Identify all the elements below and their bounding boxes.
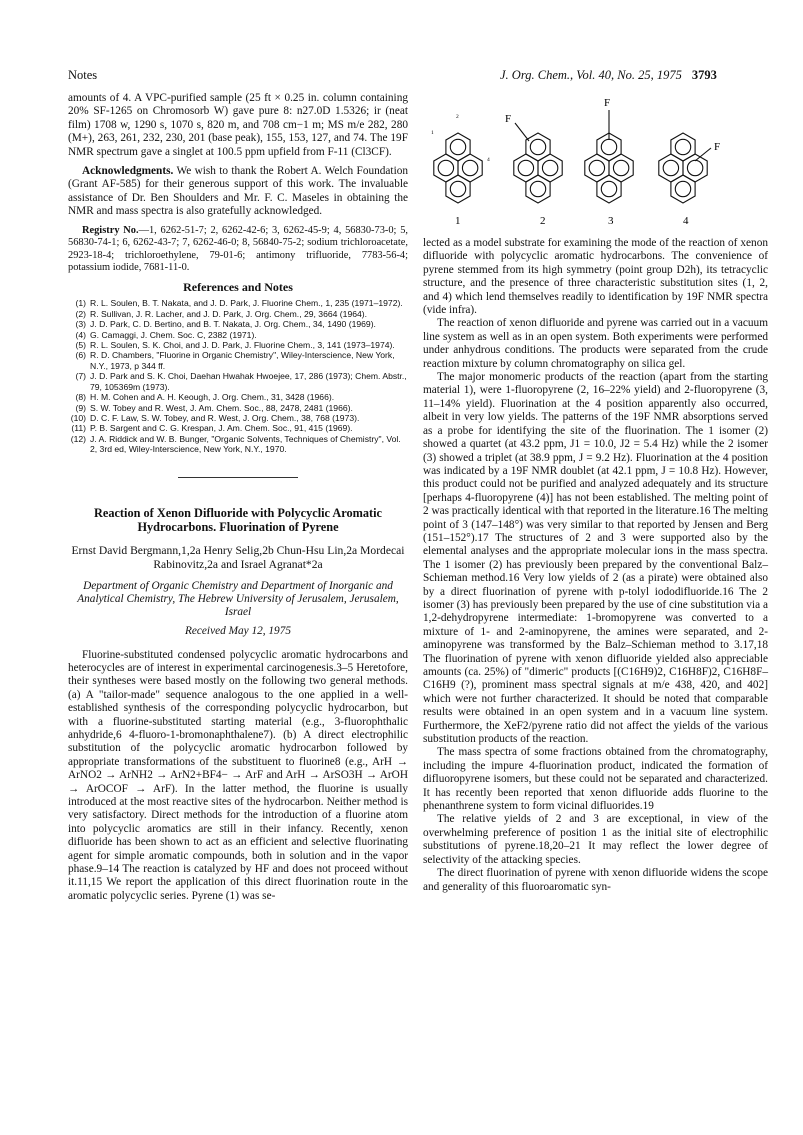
reference-item — [68, 319, 408, 329]
reference-item — [68, 298, 408, 308]
aromatic-circle — [438, 160, 453, 175]
compound-label: 2 — [540, 215, 546, 227]
reference-item — [68, 413, 408, 423]
aromatic-circle — [450, 181, 465, 196]
benzene-ring — [671, 175, 695, 203]
aromatic-circle — [613, 160, 628, 175]
benzene-ring — [526, 133, 550, 161]
references-list — [68, 298, 408, 454]
benzene-ring — [526, 175, 550, 203]
reference-item — [68, 309, 408, 319]
aromatic-circle — [675, 139, 690, 154]
right-column — [423, 237, 768, 894]
ack-text: We wish to thank the Robert A. Welch Foundation (Grant AF-585) for their generous support of this work. The invaluable assistance of Dr. Ben Shoulders and Mr. F. C. Maseles in obtaining the NMR and mass spectra is also gratefully acknowledged. — [68, 165, 408, 218]
reference-item — [68, 350, 408, 371]
reference-number: (11) — [71, 423, 86, 434]
reference-number: (12) — [70, 433, 86, 444]
fluorine-label: F — [505, 113, 512, 125]
fluorine-bond — [515, 123, 529, 141]
position-label: 1 — [431, 130, 434, 136]
reference-text: R. L. Soulen, S. K. Choi, and J. D. Park, J. Fluorine Chem., 3, 141 (1973–1974). — [90, 340, 395, 351]
aromatic-circle — [450, 139, 465, 154]
page-number: 3793 — [691, 68, 717, 82]
reference-text: R. L. Soulen, B. T. Nakata, and J. D. Park, J. Fluorine Chem., 1, 235 (1971–1972). — [90, 298, 403, 309]
running-header-right — [500, 68, 717, 83]
reference-number: (7) — [75, 371, 86, 382]
acknowledgments — [68, 165, 408, 219]
benzene-ring — [659, 154, 683, 182]
benzene-ring — [446, 175, 470, 203]
ack-heading: Acknowledgments. — [82, 165, 174, 178]
benzene-ring — [597, 175, 621, 203]
aromatic-circle — [687, 160, 702, 175]
paragraph: The mass spectra of some fractions obtained from the chromatography, including the impure 4-fluorination product, indicated the formation of difluoropyrene isomers, but these could not be separated and characterized. It has recently been reported that xenon difluoride adds fluorine to the phenanthrene system to form vicinal difluorides.19 — [423, 746, 768, 813]
aromatic-circle — [542, 160, 557, 175]
section-divider — [178, 477, 298, 478]
reference-item — [68, 434, 408, 455]
affiliation: Department of Organic Chemistry and Department of Inorganic and Analytical Chemistry, The Hebrew University of Jerusalem, Jerusalem, Israel — [77, 579, 399, 618]
paragraph: The reaction of xenon difluoride and pyrene was carried out in a vacuum line system as well as in an open system. Both experiments were performed under anhydrous conditions. The products were separated from the crude reaction mixture by column chromatography on silica gel. — [423, 317, 768, 370]
pyrene-structures-figure — [423, 96, 768, 231]
position-label: 4 — [487, 157, 490, 163]
article-title: Reaction of Xenon Difluoride with Polycyclic Aromatic Hydrocarbons. Fluorination of Pyrene — [93, 505, 383, 534]
reference-item — [68, 403, 408, 413]
registry-heading: Registry No. — [82, 224, 139, 236]
reference-number: (8) — [75, 392, 86, 403]
registry-numbers — [68, 225, 408, 275]
reference-number: (6) — [75, 350, 86, 361]
fluorine-label: F — [714, 141, 721, 153]
reference-item — [68, 340, 408, 350]
reference-text: J. D. Park, C. D. Bertino, and B. T. Nakata, J. Org. Chem., 34, 1490 (1969). — [90, 319, 376, 330]
reference-text: R. D. Chambers, "Fluorine in Organic Chemistry", Wiley-Interscience, New York, N.Y., 1973, p 344 ff. — [90, 350, 395, 371]
compound-label: 1 — [455, 215, 461, 227]
benzene-ring — [609, 154, 633, 182]
aromatic-circle — [601, 139, 616, 154]
aromatic-circle — [675, 181, 690, 196]
reference-number: (10) — [70, 412, 86, 423]
reference-text: R. Sullivan, J. R. Lacher, and J. D. Park, J. Org. Chem., 29, 3664 (1964). — [90, 308, 368, 319]
reference-text: D. C. F. Law, S. W. Tobey, and R. West, J. Org. Chem., 38, 768 (1973). — [90, 412, 360, 423]
registry-text: —1, 6262-51-7; 2, 6262-42-6; 3, 6262-45-9; 4, 56830-73-0; 5, 56830-74-1; 6, 6262-43-7; 7, 6262-46-0; 8, 56840-75-2; sodium trichloroacetate, 2923-18-4; trichloroethylene, 79-01-6; antimony trifluoride, 7783-56-4; potassium iodide, 7681-11-0. — [68, 224, 408, 274]
reference-item — [68, 330, 408, 340]
running-header-left: Notes — [68, 68, 98, 82]
benzene-ring — [434, 154, 458, 182]
reference-text: P. B. Sargent and C. G. Krespan, J. Am. Chem. Soc., 91, 415 (1969). — [90, 423, 353, 434]
aromatic-circle — [462, 160, 477, 175]
benzene-ring — [683, 154, 707, 182]
reference-number: (1) — [75, 298, 86, 309]
benzene-ring — [671, 133, 695, 161]
reference-text: J. D. Park and S. K. Choi, Daehan Hwahak Hwoejee, 17, 286 (1973); Chem. Abstr., 79, 105369m (1973). — [90, 371, 407, 392]
benzene-ring — [514, 154, 538, 182]
paragraph: The direct fluorination of pyrene with xenon difluoride widens the scope and generality of this fluoroaromatic syn- — [423, 867, 768, 893]
paragraph: The major monomeric products of the reaction (apart from the starting material 1), were 1-fluoropyrene (2, 16–22% yield) and 2-fluoropyrene (3, 11–14% yield). Fluorination at the 4 position apparently also occurred, albeit in very low yields. The patterns of the 19F NMR absorptions served as a probe for identifying the site of the fluorination. The 1 isomer (2) showed a quartet (at 43.2 ppm, J1 = 10.0, J2 = 5.4 Hz) while the 2 isomer (3) showed a triplet (at 38.9 ppm, J = 9.2 Hz). Fluorination at the 4 position was indicated by a 19F NMR doublet (at 42.1 ppm, J = 10.8 Hz). However, this product could not be purified and analyzed adequately and its structure [perhaps 4-fluoropyrene (4)] has not been established. The melting point of 2 was practically identical with that reported in the literature.16 The melting point of 3 (147–148°) was very similar to that reported by Jensen and Berg (151–152°).17 The structures of 2 and 3 were supported also by the elemental analyses and the appropriate molecular ions in the mass spectra. The 1 isomer (2) has previously been prepared by the conventional Balz–Schieman method.16 Very low yields of 2 (as a pirate) were obtained also by a direct fluorination of pyrene with p-tolyl iododifluoride.16 The 2 isomer (3) has previously been prepared by the use of cine substitution via a 1,2-dehydropyrene intermediate: 1-bromopyrene was converted to a mixture of 1- and 2-aminopyrene, the amines were separated, and 2-aminopyrene was transformed by the Balz–Schieman method to 3.17,18 The fluorination of pyrene with xenon difluoride yielded also appreciable amounts (ca. 25%) of "dimeric" products [(C16H9)2, C16H8F)2, C16H8F–C16H9 (?), prominent mass spectral signals at m/e 438, 420, and 402] which were not further characterized. It should be noted that comparable results were obtained in an open system and in a vacuum line system. Furthermore, the XeF2/pyrene ratio did not affect the yields of the various substitution products of the reaction. — [423, 371, 768, 746]
reference-item — [68, 371, 408, 392]
benzene-ring — [446, 133, 470, 161]
position-label: 2 — [456, 114, 459, 120]
aromatic-circle — [530, 139, 545, 154]
author-list: Ernst David Bergmann,1,2a Henry Selig,2b Chun-Hsu Lin,2a Mordecai Rabinovitz,2a and Israel Agranat*2a — [71, 544, 405, 571]
paragraph: Fluorine-substituted condensed polycyclic aromatic hydrocarbons and heterocycles are of interest in experimental carcinogenesis.3–5 Heretofore, their syntheses were based mostly on the following two general methods. (a) A "tailor-made" sequence analogous to the one applied in a well-established synthesis of the corresponding polycyclic hydrocarbon, but with a fluorine-substituted starting material (e.g., 3-fluorophthalic anhydride,6 4-fluoro-1-bromonaphthalene7). (b) A direct electrophilic substitution of the polycyclic aromatic hydrocarbon followed by appropriate transformations of the substituent to fluorine8 (e.g., ArH → ArNO2 → ArNH2 → ArN2+BF4− → ArF and ArH → ArSO3H → ArOH → ArOCOF → ArF). In the latter method, the fluorine is usually introduced at the most reactive sites of the hydrocarbon. Neither method is very satisfactory. Direct methods for the introduction of a fluorine atom into polycyclic aromatics are still in their infancy. Recently, xenon difluoride has been shown to act as an efficient and selective fluorinating agent for simple aromatic compounds, both in solution and in the vapor phase.9–14 The reaction is catalyzed by HF and does not proceed without it.11,15 We report the application of this direct fluorination route in the aromatic polycyclic series. Pyrene (1) was se- — [68, 648, 408, 902]
compound-label: 3 — [608, 215, 614, 227]
reference-text: H. M. Cohen and A. H. Keough, J. Org. Chem., 31, 3428 (1966). — [90, 392, 335, 403]
reference-number: (3) — [75, 319, 86, 330]
paragraph: lected as a model substrate for examining the mode of the reaction of xenon difluoride with polycyclic aromatic hydrocarbons. The convenience of pyrene stemmed from its high symmetry (point group D2h), its tetracyclic structure, and the presence of three characteristic substitution sites (1, 2, and 4) which lend themselves readily to identification by 19F NMR spectra (vide infra). — [423, 237, 768, 317]
reference-text: G. Camaggi, J. Chem. Soc. C, 2382 (1971). — [90, 329, 257, 340]
received-date: Received May 12, 1975 — [184, 625, 292, 638]
reference-number: (5) — [75, 340, 86, 351]
reference-text: J. A. Riddick and W. B. Bunger, "Organic Solvents, Techniques of Chemistry", Vol. 2, 3rd ed, Wiley-Interscience, New York, N.Y., 1970. — [90, 433, 401, 455]
aromatic-circle — [530, 181, 545, 196]
compound-label: 4 — [683, 215, 689, 227]
reference-text: S. W. Tobey and R. West, J. Am. Chem. Soc., 88, 2478, 2481 (1966). — [90, 402, 353, 413]
reference-number: (4) — [75, 329, 86, 340]
left-column — [68, 92, 408, 903]
paragraph: amounts of 4. A VPC-purified sample (25 ft × 0.25 in. column containing 20% SF-1265 on Chromosorb W) gave pure 8: n27.0D 1.5326; ir (neat film) 1708 w, 1290 s, 1070 s, 820 m, and 708 cm−1 m; MS m/e 282, 280 (M+), 263, 261, 232, 230, 201 (base peak), 155, 153, 127, and 74. The 19F NMR spectrum gave a singlet at 100.5 ppm upfield from F-11 (Cl3CF). — [68, 92, 408, 158]
paragraph: The relative yields of 2 and 3 are exceptional, in view of the overwhelming preference of position 1 as the initial site of electrophilic substitutions of pyrene.18,20–21 It may reflect the lower degree of selectivity of the attacking species. — [423, 813, 768, 866]
reference-item — [68, 423, 408, 433]
benzene-ring — [538, 154, 562, 182]
aromatic-circle — [589, 160, 604, 175]
structures-drawing — [423, 96, 768, 231]
reference-number: (9) — [75, 402, 86, 413]
aromatic-circle — [601, 181, 616, 196]
journal-citation: J. Org. Chem., Vol. 40, No. 25, 1975 — [500, 68, 682, 82]
fluorine-label: F — [604, 97, 611, 109]
aromatic-circle — [663, 160, 678, 175]
reference-item — [68, 392, 408, 402]
aromatic-circle — [518, 160, 533, 175]
benzene-ring — [458, 154, 482, 182]
reference-number: (2) — [75, 308, 86, 319]
benzene-ring — [585, 154, 609, 182]
references-heading: References and Notes — [183, 280, 293, 295]
